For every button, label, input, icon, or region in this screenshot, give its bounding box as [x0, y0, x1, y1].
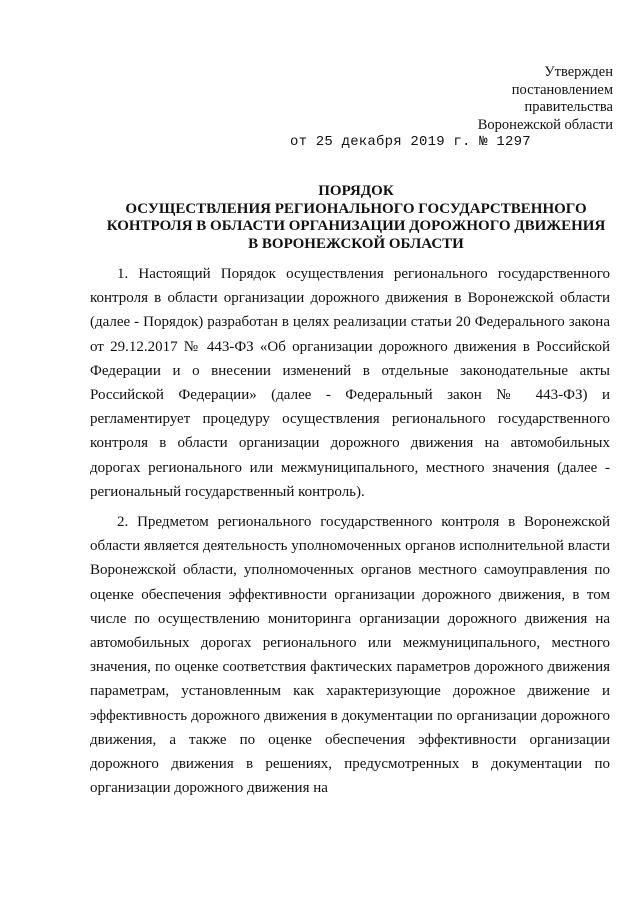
approval-line: Утвержден	[544, 64, 613, 80]
title-line: ПОРЯДОК	[318, 183, 394, 199]
approval-line: постановлением	[511, 81, 613, 98]
paragraph-2: 2. Предметом регионального государственного контроля в Воронежской области является деятельность уполномоченных органов исполнительной власти Воронежской области, уполномоченных органов местного самоуправления по оценке обеспечения эффективности организации дорожного движения, в том числе по осуществлению мониторинга организации дорожного движения на автомобильных дорогах регионального или межмуниципального, местного значения, по оценке соответствия фактических параметров дорожного движения параметрам, установленным как характеризующие дорожное движение и эффективность дорожного движения в документации по организации дорожного движения, а также по оценке обеспечения эффективности организации дорожного движения в решениях, предусмотренных в документации по организации дорожного движения на	[90, 514, 610, 797]
approval-line: Воронежской области	[477, 116, 613, 133]
approval-line: правительства	[524, 99, 613, 115]
title-line: В ВОРОНЕЖСКОЙ ОБЛАСТИ	[248, 235, 464, 252]
approval-date-stamp: от 25 декабря 2019 г. № 1297	[290, 134, 531, 150]
title-line: ОСУЩЕСТВЛЕНИЯ РЕГИОНАЛЬНОГО ГОСУДАРСТВЕННОГО	[125, 200, 587, 217]
document-body	[90, 262, 610, 806]
paragraph-1: 1. Настоящий Порядок осуществления регионального государственного контроля в области организации дорожного движения в Воронежской области (далее - Порядок) разработан в целях реализации статьи 20 Федерального закона от 29.12.2017 № 443-ФЗ «Об организации дорожного движения в Российской Федерации и о внесении изменений в отдельные законодательные акты Российской Федерации» (далее - Федеральный закон № 443-ФЗ) и регламентирует процедуру осуществления регионального государственного контроля в области организации дорожного движения на автомобильных дорогах регионального или межмуниципального, местного значения (далее - региональный государственный контроль).	[90, 266, 610, 500]
approval-block	[478, 64, 613, 134]
document-title	[70, 183, 640, 253]
title-line: КОНТРОЛЯ В ОБЛАСТИ ОРГАНИЗАЦИИ ДОРОЖНОГО ДВИЖЕНИЯ	[106, 218, 606, 234]
